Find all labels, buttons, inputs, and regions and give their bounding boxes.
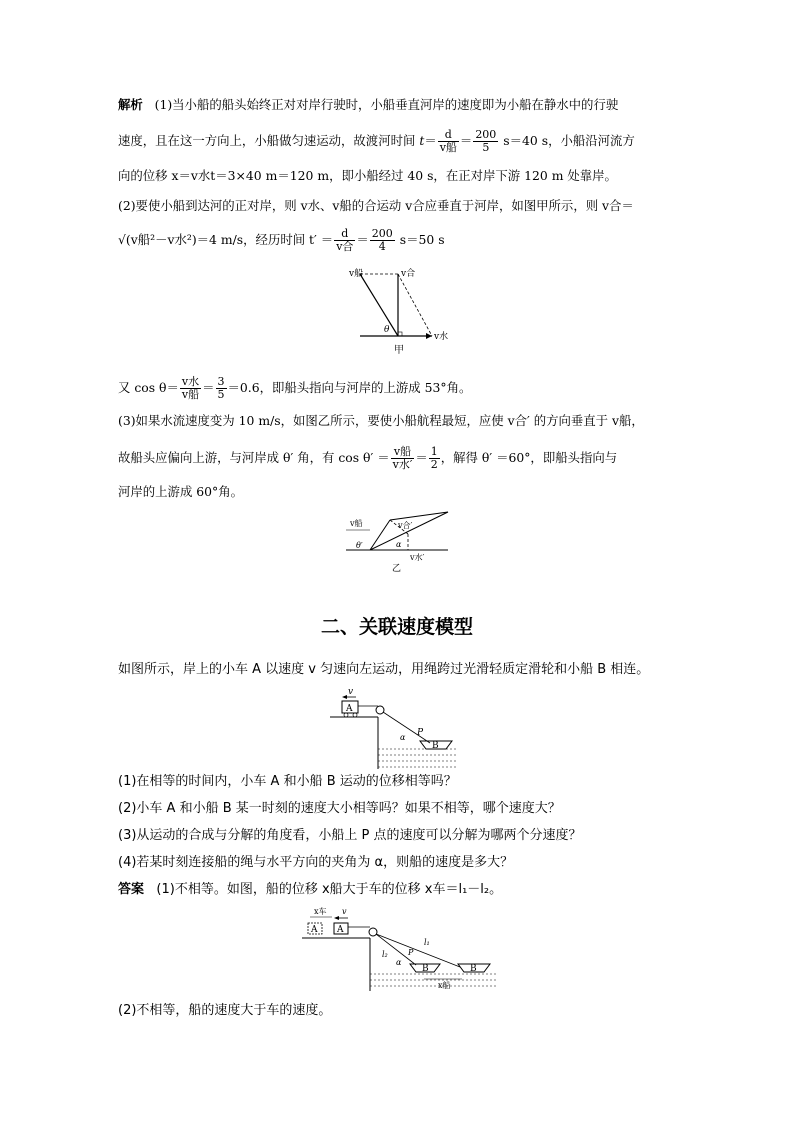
figure-jia <box>340 262 460 358</box>
fraction: $\frac{1}{2}$ <box>430 445 438 471</box>
arrowhead-icon <box>334 916 339 920</box>
solution-line-7: (3)如果水流速度变为 10 m/s，如图乙所示，要使小船航程最短，应使 v合′ 的方向垂直于 v船， <box>118 413 644 428</box>
label-theta: θ <box>384 325 390 335</box>
fraction: $\frac{200}{5}$ <box>475 128 497 154</box>
label-v-water: v水 <box>434 332 449 342</box>
label-v-he: v合′ <box>398 521 413 530</box>
pulley-icon <box>369 928 377 936</box>
wheel-icon <box>353 713 357 717</box>
solution-text: s＝50 s <box>399 232 445 247</box>
answer-label: 答案 <box>118 882 145 897</box>
label-car-2: A <box>337 925 344 935</box>
boat-velocity-line <box>360 274 398 336</box>
answer-line-2: (2)不相等，船的速度大于车的速度。 <box>118 1003 332 1018</box>
label-car: A <box>346 704 353 714</box>
question-3: (3)从运动的合成与分解的角度看，小船上 P 点的速度可以分解为哪两个分速度？ <box>118 828 582 843</box>
solution-text: 故船头应偏向上游，与河岸成 θ′ 角，有 cos θ′ ＝ <box>118 450 390 465</box>
label-x-car: x车 <box>314 907 327 916</box>
label-v-boat: v船 <box>349 269 364 279</box>
question-4: (4)若某时刻连接船的绳与水平方向的夹角为 α，则船的速度是多大？ <box>118 855 514 870</box>
answer-line-1 <box>118 882 502 898</box>
label-l2: l₂ <box>382 950 388 959</box>
rope-l1 <box>376 934 460 967</box>
label-alpha: α <box>396 958 402 967</box>
dashed-diagonal <box>398 274 432 336</box>
solution-text: ＝0.6，即船头指向与河岸的上游成 53°角。 <box>227 380 472 395</box>
figure-yi <box>346 508 456 574</box>
solution-line-3: 向的位移 x＝v水t＝3×40 m＝120 m，即小船经过 40 s，在正对岸下游 120 m 处靠岸。 <box>118 168 617 183</box>
solution-line-9: 河岸的上游成 60°角。 <box>118 484 244 499</box>
fraction: $\frac{d}{\text{v船}}$ <box>439 128 457 154</box>
label-alpha: α <box>396 540 402 549</box>
label-alpha: α <box>400 733 406 742</box>
solution-line-4: (2)要使小船到达河的正对岸，则 v水、v船的合运动 v合应垂直于河岸，如图甲所示，则 v合＝ <box>118 198 634 213</box>
solution-line-5: √(v船²－v水²)＝4 m/s，经历时间 t′ ＝ $\frac{d}{\text{v合}}$ ＝ $\frac{200}{4}$ s＝50 s <box>118 227 445 253</box>
figure-answer <box>300 905 500 991</box>
label-l1: l₁ <box>424 938 430 947</box>
solution-line-2: 速度，且在这一方向上，小船做匀速运动，故渡河时间 t＝ $\frac{d}{\text{v船}}$ ＝ $\frac{200}{5}$ s＝40 s，小船沿河流方 <box>118 128 635 154</box>
figure-caption: 甲 <box>394 345 404 356</box>
fraction: $\frac{\text{v水}}{\text{v船}}$ <box>181 375 200 401</box>
solution-line-6: 又 cos θ＝ $\frac{\text{v水}}{\text{v船}}$ ＝ $\frac{3}{5}$ ＝0.6，即船头指向与河岸的上游成 53°角。 <box>118 375 472 401</box>
figure-caption: 乙 <box>392 564 402 574</box>
question-2: (2)小车 A 和小船 B 某一时刻的速度大小相等吗？如果不相等，哪个速度大？ <box>118 801 561 816</box>
label-boat-1: B <box>422 964 429 974</box>
label-v-boat: v船 <box>350 519 363 528</box>
label-p: P <box>417 728 424 738</box>
label-boat-2: B <box>470 964 477 974</box>
label-p: P <box>408 948 414 957</box>
arrowhead-icon <box>342 695 347 699</box>
question-1: (1)在相等的时间内，小车 A 和小船 B 运动的位移相等吗？ <box>118 774 457 789</box>
math-var: t <box>419 133 425 148</box>
solution-text: 速度，且在这一方向上，小船做匀速运动，故渡河时间 <box>118 133 420 148</box>
label-car-1: A <box>311 925 318 935</box>
arrowhead-icon <box>426 333 432 339</box>
solution-text: ，解得 θ′ ＝60°，即船头指向与 <box>440 450 618 465</box>
solution-text: (1)当小船的船头始终正对对岸行驶时，小船垂直河岸的速度即为小船在静水中的行驶 <box>154 97 619 112</box>
label-v: v <box>348 687 354 697</box>
solution-label: 解析 <box>118 97 143 112</box>
right-angle-icon <box>398 332 402 336</box>
question-intro: 如图所示，岸上的小车 A 以速度 v 匀速向左运动，用绳跨过光滑轻质定滑轮和小船 B 相连。 <box>118 662 650 677</box>
solution-text: √(v船²－v水²)＝4 m/s，经历时间 t′ ＝ <box>118 232 334 247</box>
solution-text: 又 cos θ＝ <box>118 380 179 395</box>
label-v-water: v水′ <box>410 553 425 562</box>
label-v-he: v合 <box>401 269 416 279</box>
solution-line-8: 故船头应偏向上游，与河岸成 θ′ 角，有 cos θ′ ＝ $\frac{\text{v船}}{\text{v水′}}$ ＝ $\frac{1}{2}$ ，解得 θ′ ＝60°，即船头指向与 <box>118 445 618 471</box>
fraction: $\frac{3}{5}$ <box>217 375 225 401</box>
pulley-icon <box>376 706 384 714</box>
label-x-boat: x船 <box>438 981 451 990</box>
label-boat: B <box>432 741 439 751</box>
label-v: v <box>342 907 347 916</box>
fraction: $\frac{d}{\text{v合}}$ <box>336 227 354 253</box>
fraction: $\frac{\text{v船}}{\text{v水′}}$ <box>392 445 413 471</box>
solution-line-1 <box>118 97 618 113</box>
label-theta: θ′ <box>356 541 363 550</box>
solution-text: s＝40 s，小船沿河流方 <box>503 133 635 148</box>
figure-pulley <box>328 685 458 769</box>
fraction: $\frac{200}{4}$ <box>371 227 393 253</box>
answer-text: (1)不相等。如图，船的位移 x船大于车的位移 x车＝l₁－l₂。 <box>156 882 503 897</box>
section-title: 二、关联速度模型 <box>320 616 473 638</box>
